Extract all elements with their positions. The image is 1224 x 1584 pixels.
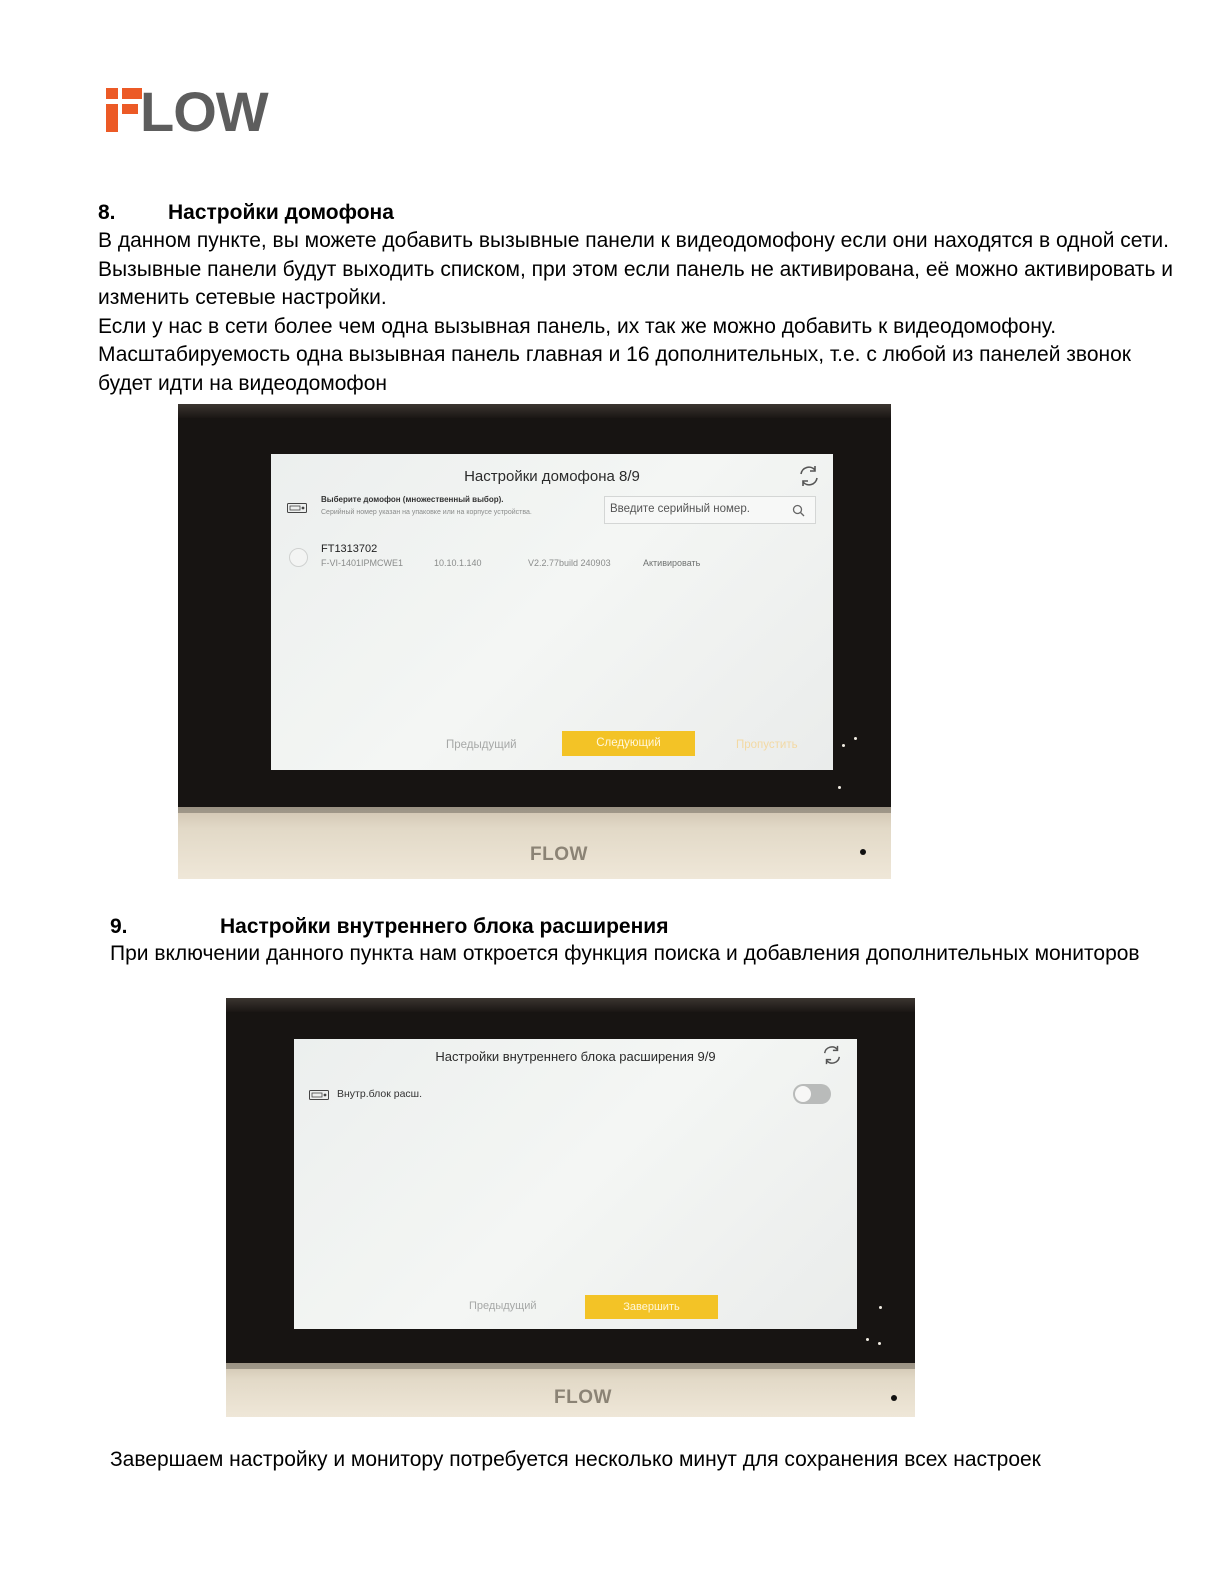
device-photo-expansion-settings	[226, 998, 915, 1417]
device-ip: 10.10.1.140	[434, 558, 482, 568]
previous-button[interactable]: Предыдущий	[469, 1300, 537, 1312]
bezel-logo: FLOW	[554, 1387, 612, 1408]
select-hint: Серийный номер указан на упаковке или на корпусе устройства.	[321, 509, 532, 516]
device-version: V2.2.77build 240903	[528, 558, 611, 568]
refresh-icon[interactable]	[797, 464, 821, 488]
paragraph: Если у нас в сети более чем одна вызывная панель, их так же можно добавить к видеодомофону. Масштабируемость одна вызывная панель главная и 16 дополнительных, т.е. с любой из панелей звонок будет идти на видеодомофон	[98, 314, 1131, 395]
paragraph: При включении данного пункта нам откроется функция поиска и добавления дополнительных мониторов	[110, 942, 1140, 965]
expansion-unit-icon	[309, 1090, 329, 1100]
section-title: Настройки внутреннего блока расширения	[220, 915, 669, 938]
paragraph: В данном пункте, вы можете добавить вызывные панели к видеодомофону если они находятся в одной сети. Вызывные панели будут выходить списком, при этом если панель не активирована, её можно активировать и изменить сетевые настройки.	[98, 229, 1174, 310]
section-9-text	[110, 940, 1180, 969]
search-placeholder: Введите серийный номер.	[610, 503, 750, 515]
bezel-logo: FLOW	[530, 844, 588, 865]
svg-text:LOW: LOW	[140, 84, 268, 136]
camera-dot	[860, 849, 866, 855]
next-button[interactable]: Следующий	[562, 731, 695, 756]
toggle-knob	[795, 1086, 811, 1102]
expansion-toggle-label: Внутр.блок расш.	[337, 1088, 423, 1100]
monitor-screen	[294, 1039, 857, 1329]
expansion-toggle[interactable]	[793, 1084, 831, 1104]
serial-search-input[interactable]	[604, 496, 816, 524]
monitor-screen	[271, 454, 833, 770]
device-photo-intercom-settings	[178, 404, 891, 879]
skip-button[interactable]: Пропустить	[736, 739, 798, 751]
section-title: Настройки домофона	[168, 201, 394, 224]
section-number: 8.	[98, 201, 116, 224]
screen-title: Настройки внутреннего блока расширения 9/9	[435, 1049, 716, 1064]
refresh-icon[interactable]	[821, 1044, 843, 1066]
monitor-bezel	[226, 1363, 915, 1417]
activate-link[interactable]: Активировать	[643, 558, 701, 568]
section-8-text	[98, 227, 1178, 399]
flow-logo	[106, 84, 282, 136]
device-serial: FT1313702	[321, 543, 378, 555]
finish-button[interactable]: Завершить	[585, 1295, 718, 1319]
device-model: F-VI-1401IPMCWE1	[321, 558, 404, 568]
search-icon[interactable]	[792, 504, 805, 517]
device-select-radio[interactable]	[289, 548, 308, 567]
select-label: Выберите домофон (множественный выбор).	[321, 495, 504, 504]
closing-text: Завершаем настройку и монитору потребуется несколько минут для сохранения всех настроек	[110, 1448, 1041, 1471]
camera-dot	[891, 1395, 897, 1401]
screen-title: Настройки домофона 8/9	[464, 468, 640, 485]
device-icon	[287, 503, 307, 513]
section-number: 9.	[110, 915, 128, 938]
monitor-bezel	[178, 807, 891, 879]
previous-button[interactable]: Предыдущий	[446, 739, 517, 751]
